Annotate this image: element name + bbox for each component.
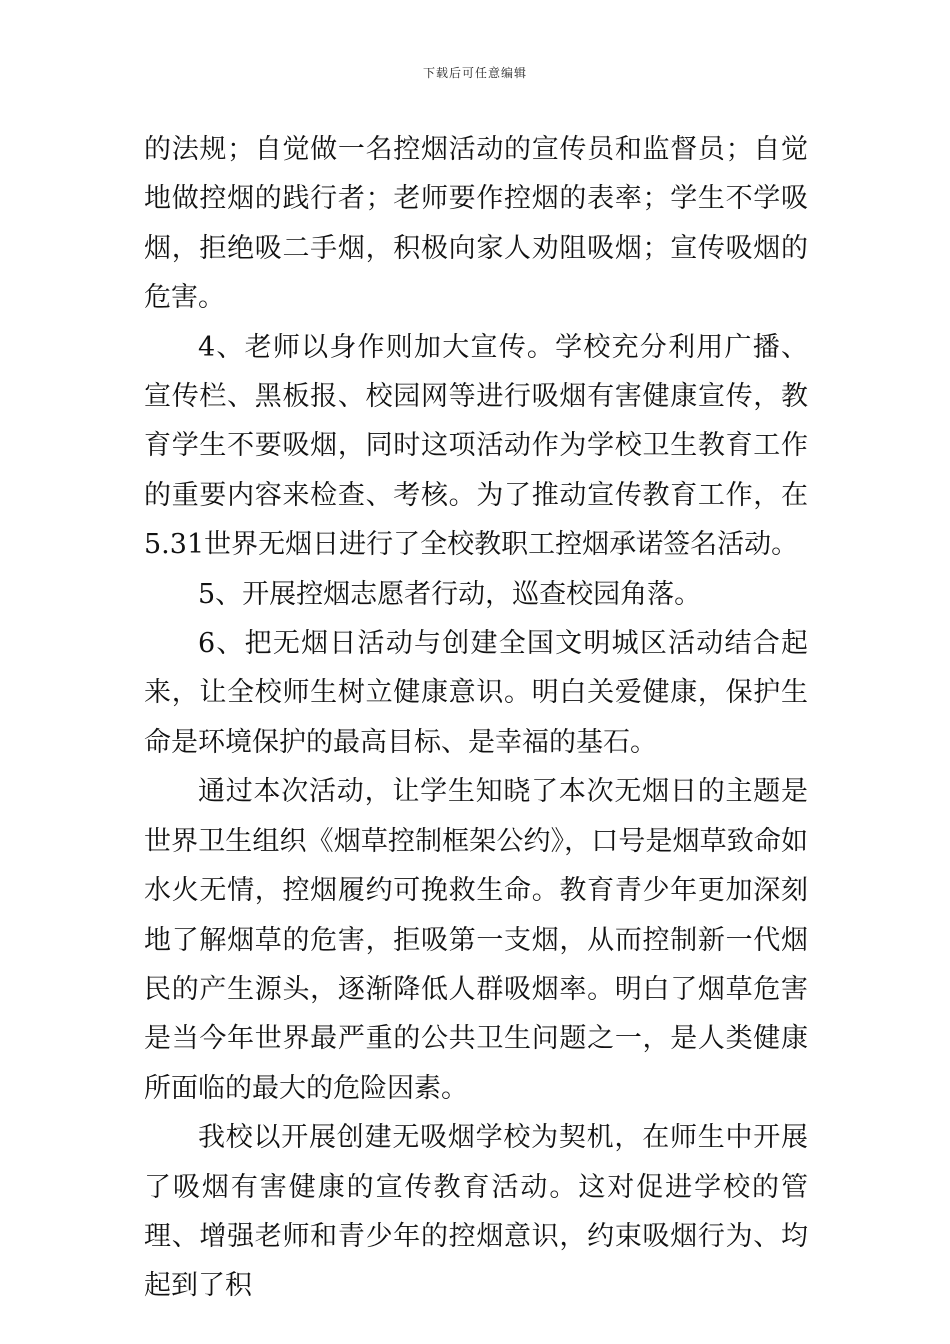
paragraph-1: 的法规；自觉做一名控烟活动的宣传员和监督员；自觉地做控烟的践行者；老师要作控烟的表率；学生不学吸烟，拒绝吸二手烟，积极向家人劝阻吸烟；宣传吸烟的危害。 [144,134,808,314]
paragraph-4: 6、把无烟日活动与创建全国文明城区活动结合起来，让全校师生树立健康意识。明白关爱健康，保护生命是环境保护的最高目标、是幸福的基石。 [144,628,808,758]
paragraph-2: 4、老师以身作则加大宣传。学校充分利用广播、宣传栏、黑板报、校园网等进行吸烟有害健康宣传，教育学生不要吸烟，同时这项活动作为学校卫生教育工作的重要内容来检查、考核。为了推动宣传教育工作，在5.31世界无烟日进行了全校教职工控烟承诺签名活动。 [144,331,808,561]
paragraph-3: 5、开展控烟志愿者行动，巡查校园角落。 [198,578,702,610]
document-body [144,125,808,1311]
page-header-note: 下载后可任意编辑 [422,66,527,80]
paragraph-5: 通过本次活动，让学生知晓了本次无烟日的主题是世界卫生组织《烟草控制框架公约》，口号是烟草致命如水火无情，控烟履约可挽救生命。教育青少年更加深刻地了解烟草的危害，拒吸第一支烟，从而控制新一代烟民的产生源头，逐渐降低人群吸烟率。明白了烟草危害是当今年世界最严重的公共卫生问题之一，是人类健康所面临的最大的危险因素。 [144,776,808,1104]
paragraph-6: 我校以开展创建无吸烟学校为契机，在师生中开展了吸烟有害健康的宣传教育活动。这对促进学校的管理、增强老师和青少年的控烟意识，约束吸烟行为、均起到了积 [144,1122,808,1302]
